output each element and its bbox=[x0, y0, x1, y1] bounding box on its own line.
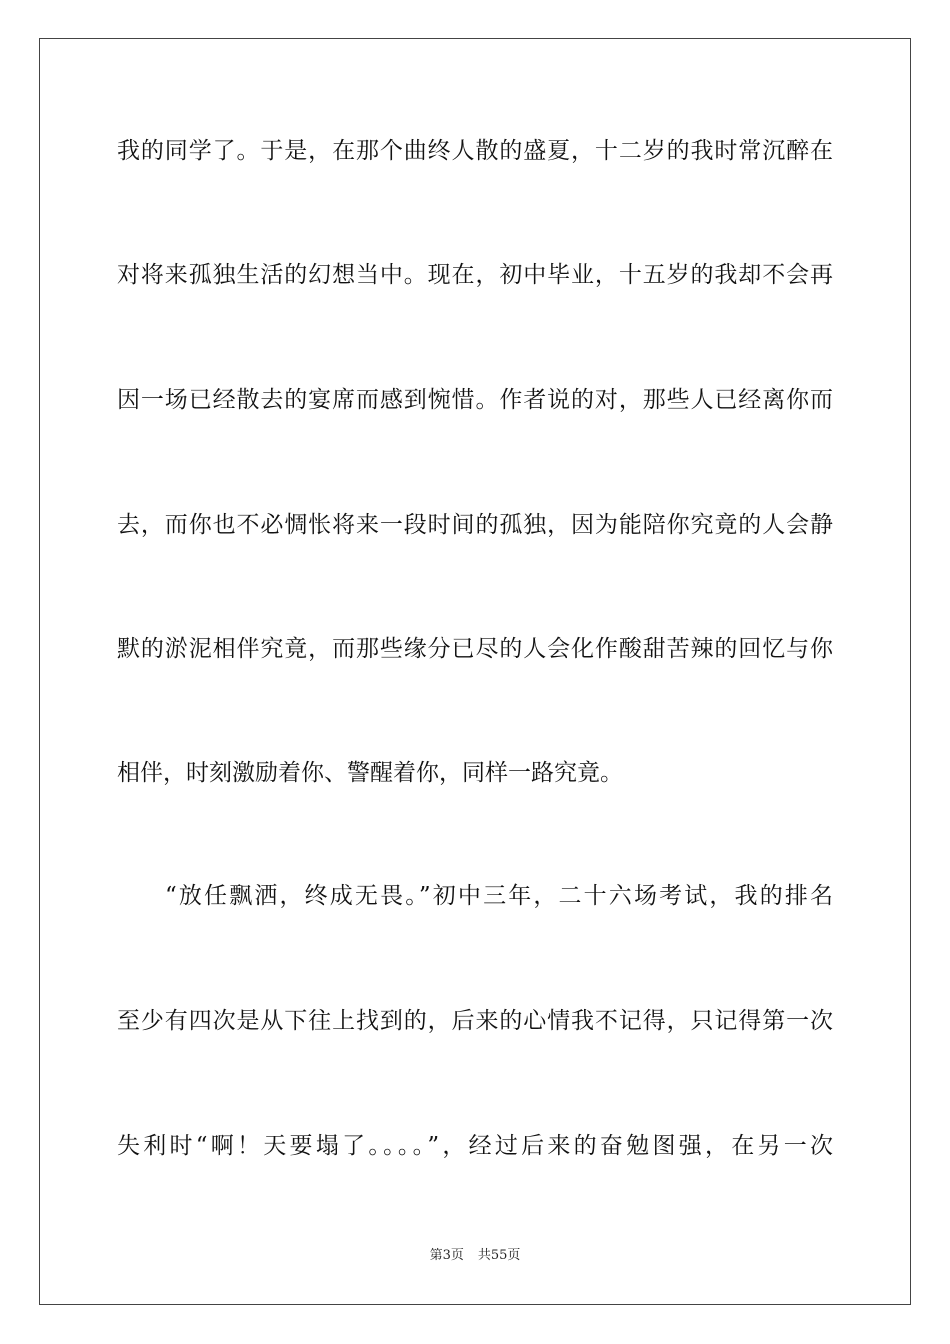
text-line: 去，而你也不必惆怅将来一段时间的孤独，因为能陪你究竟的人会静 bbox=[117, 512, 833, 538]
paragraph-first-line: “放任飘洒，终成无畏。”初中三年，二十六场考试，我的排名 bbox=[165, 883, 833, 909]
text-line: 至少有四次是从下往上找到的，后来的心情我不记得，只记得第一次 bbox=[117, 1008, 833, 1034]
text-line: 我的同学了。于是，在那个曲终人散的盛夏，十二岁的我时常沉醉在 bbox=[117, 138, 833, 164]
page-footer bbox=[0, 1247, 950, 1265]
text-line: 默的淤泥相伴究竟，而那些缘分已尽的人会化作酸甜苦辣的回忆与你 bbox=[117, 636, 833, 662]
text-line: 因一场已经散去的宴席而感到惋惜。作者说的对，那些人已经离你而 bbox=[117, 387, 833, 413]
page-number: 第3页 bbox=[429, 1248, 464, 1263]
page-border bbox=[39, 38, 911, 1305]
page-total: 共55页 bbox=[477, 1248, 521, 1263]
text-line: 对将来孤独生活的幻想当中。现在，初中毕业，十五岁的我却不会再 bbox=[117, 262, 833, 288]
text-line: 相伴，时刻激励着你、警醒着你，同样一路究竟。 bbox=[117, 760, 623, 786]
text-line: 失利时“啊！天要塌了。。。。”，经过后来的奋勉图强，在另一次 bbox=[117, 1133, 833, 1159]
